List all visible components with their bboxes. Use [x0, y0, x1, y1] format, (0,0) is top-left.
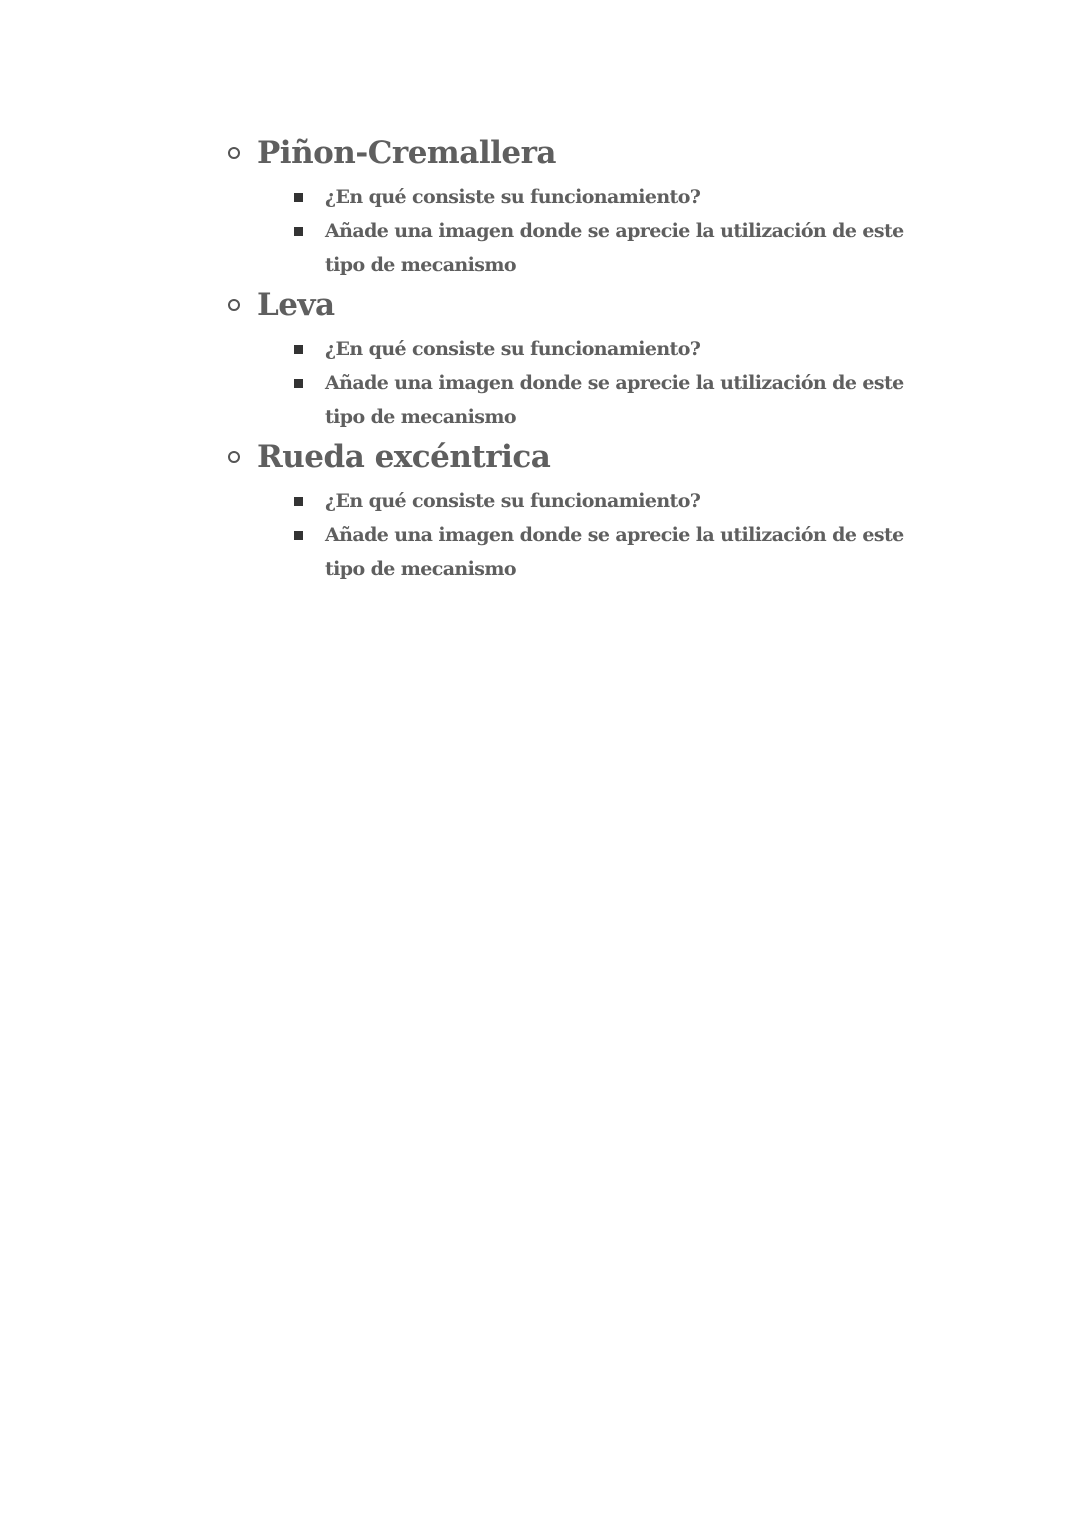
- circle-bullet-icon: [228, 147, 240, 159]
- list-item: [294, 366, 988, 434]
- list-item-text: ¿En qué consiste su funcionamiento?: [325, 490, 701, 512]
- square-bullet-icon: [294, 227, 303, 236]
- list-item: [294, 484, 988, 518]
- list-item-text: ¿En qué consiste su funcionamiento?: [325, 338, 701, 360]
- section-pinon-cremallera: [228, 128, 988, 282]
- square-bullet-icon: [294, 193, 303, 202]
- question-list: [294, 484, 988, 586]
- square-bullet-icon: [294, 345, 303, 354]
- list-item-text: ¿En qué consiste su funcionamiento?: [325, 186, 701, 208]
- list-item-text: Añade una imagen donde se aprecie la utilización de este tipo de mecanismo: [325, 372, 904, 428]
- list-item: [294, 180, 988, 214]
- section-title: Rueda excéntrica: [257, 439, 551, 475]
- section-heading: [228, 280, 988, 330]
- section-heading: [228, 128, 988, 178]
- section-heading: [228, 432, 988, 482]
- list-item-text: Añade una imagen donde se aprecie la utilización de este tipo de mecanismo: [325, 220, 904, 276]
- section-rueda-excentrica: [228, 432, 988, 586]
- square-bullet-icon: [294, 379, 303, 388]
- question-list: [294, 180, 988, 282]
- circle-bullet-icon: [228, 299, 240, 311]
- square-bullet-icon: [294, 531, 303, 540]
- circle-bullet-icon: [228, 451, 240, 463]
- list-item: [294, 214, 988, 282]
- square-bullet-icon: [294, 497, 303, 506]
- list-item: [294, 332, 988, 366]
- section-title: Piñon-Cremallera: [257, 135, 557, 171]
- question-list: [294, 332, 988, 434]
- list-item-text: Añade una imagen donde se aprecie la utilización de este tipo de mecanismo: [325, 524, 904, 580]
- list-item: [294, 518, 988, 586]
- section-leva: [228, 280, 988, 434]
- section-title: Leva: [257, 287, 335, 323]
